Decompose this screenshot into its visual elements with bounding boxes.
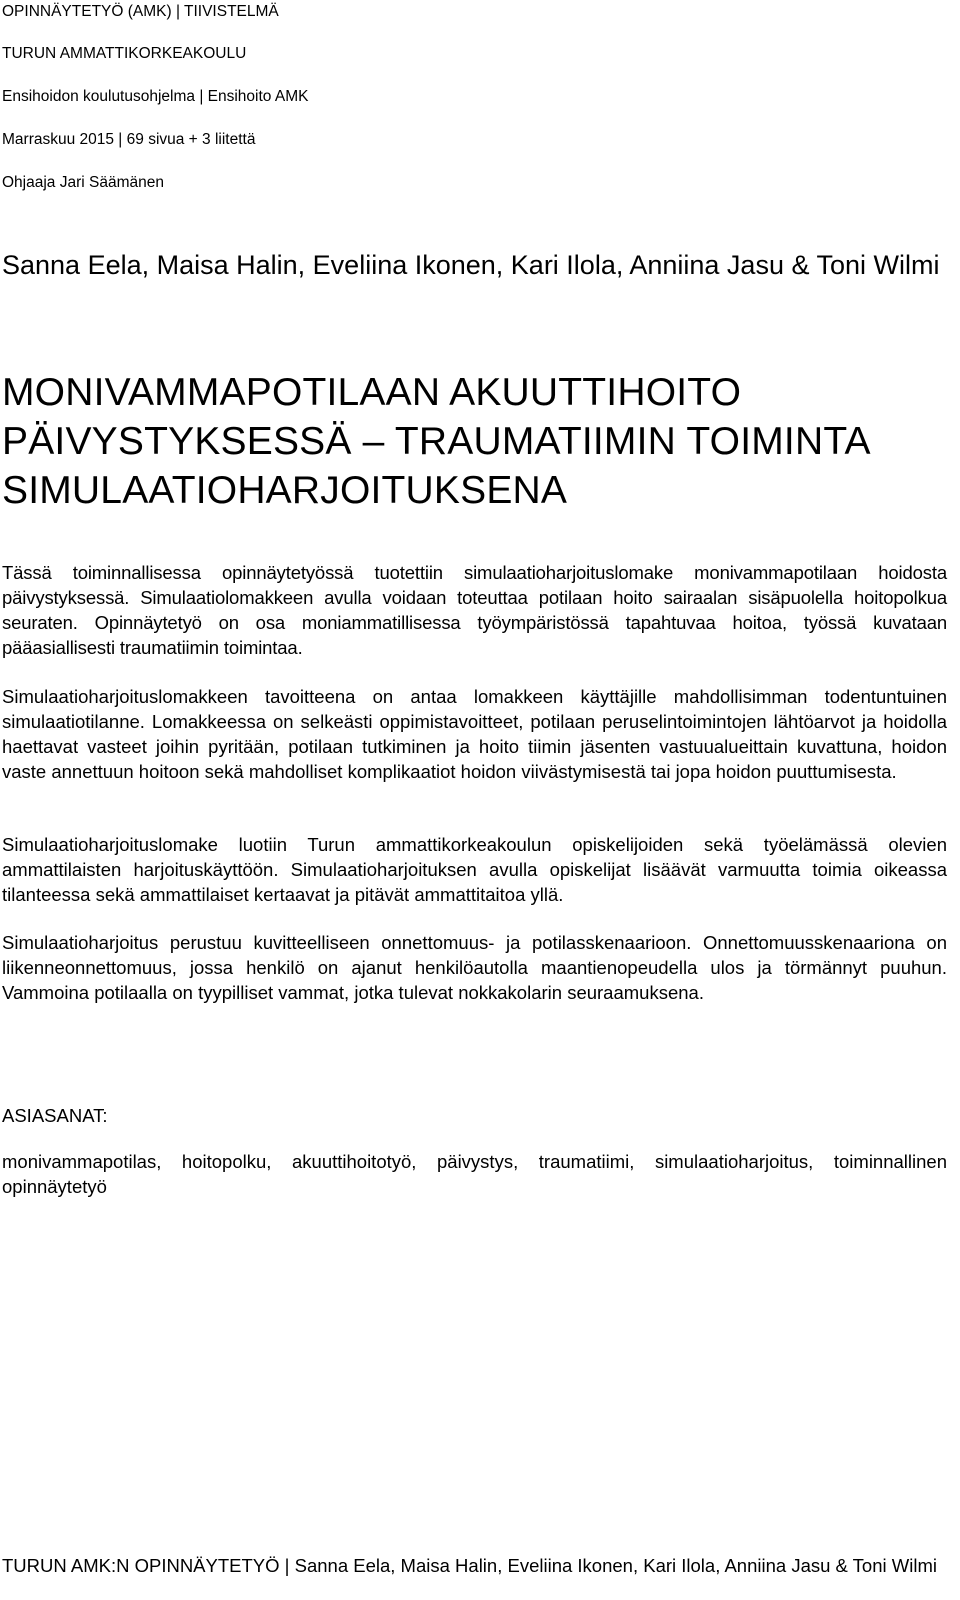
document-type: OPINNÄYTETYÖ (AMK) | TIIVISTELMÄ: [2, 3, 279, 20]
institution: TURUN AMMATTIKORKEAKOULU: [2, 45, 247, 62]
keywords-label: ASIASANAT:: [2, 1105, 108, 1126]
authors: Sanna Eela, Maisa Halin, Eveliina Ikonen, Kari Ilola, Anniina Jasu & Toni Wilmi: [2, 250, 940, 280]
abstract-paragraph-2: Simulaatioharjoituslomakkeen tavoitteena on antaa lomakkeen käyttäjille mahdollisimman todentuntuinen simulaatiotilanne. Lomakkeessa on selkeästi oppimistavoitteet, potilaan peruselintoimintojen lähtöarvot ja hoidolla haettavat vasteet joihin pyritään, potilaan tutkiminen ja hoito tiimin jäsenten vastuualueittain kuvattuna, hoidon vaste annettuun hoitoon sekä mahdolliset komplikaatiot hoidon viivästymisestä tai jopa hoidon puuttumisesta.: [2, 686, 947, 782]
keywords-list: monivammapotilas, hoitopolku, akuuttihoitotyö, päivystys, traumatiimi, simulaatioharjoitus, toiminnallinen opinnäytetyö: [2, 1151, 947, 1197]
supervisor: Ohjaaja Jari Säämänen: [2, 174, 164, 191]
abstract-paragraph-3: Simulaatioharjoituslomake luotiin Turun ammattikorkeakoulun opiskelijoiden sekä työelämässä olevien ammattilaisten harjoituskäyttöön. Simulaatioharjoituksen avulla opiskelijat lisäävät varmuutta toimia oikeassa tilanteessa sekä ammattilaiset kertaavat ja pitävät ammattitaitoa yllä.: [2, 834, 947, 905]
degree-programme: Ensihoidon koulutusohjelma | Ensihoito AMK: [2, 88, 309, 105]
date-and-pages: Marraskuu 2015 | 69 sivua + 3 liitettä: [2, 131, 256, 148]
abstract-paragraph-1: Tässä toiminnallisessa opinnäytetyössä tuotettiin simulaatioharjoituslomake monivammapotilaan hoidosta päivystyksessä. Simulaatiolomakkeen avulla voidaan toteuttaa potilaan hoito sairaalan sisäpuolella hoitopolkua seuraten. Opinnäytetyö on osa moniammatillisessa työympäristössä tapahtuvaa hoitoa, työssä kuvataan pääasiallisesti traumatiimin toimintaa.: [2, 562, 947, 658]
thesis-title: MONIVAMMAPOTILAAN AKUUTTIHOITO PÄIVYSTYKSESSÄ – TRAUMATIIMIN TOIMINTA SIMULAATIOHARJOITUKSENA: [2, 371, 869, 512]
page-footer: TURUN AMK:N OPINNÄYTETYÖ | Sanna Eela, Maisa Halin, Eveliina Ikonen, Kari Ilola, Anniina Jasu & Toni Wilmi: [2, 1555, 937, 1576]
abstract-paragraph-4: Simulaatioharjoitus perustuu kuvitteelliseen onnettomuus- ja potilasskenaarioon. Onnettomuusskenaariona on liikenneonnettomuus, jossa henkilö on ajanut henkilöautolla maantienopeudella ulos ja törmännyt puuhun. Vammoina potilaalla on tyypilliset vammat, jotka tulevat nokkakolarin seuraamuksena.: [2, 932, 947, 1003]
